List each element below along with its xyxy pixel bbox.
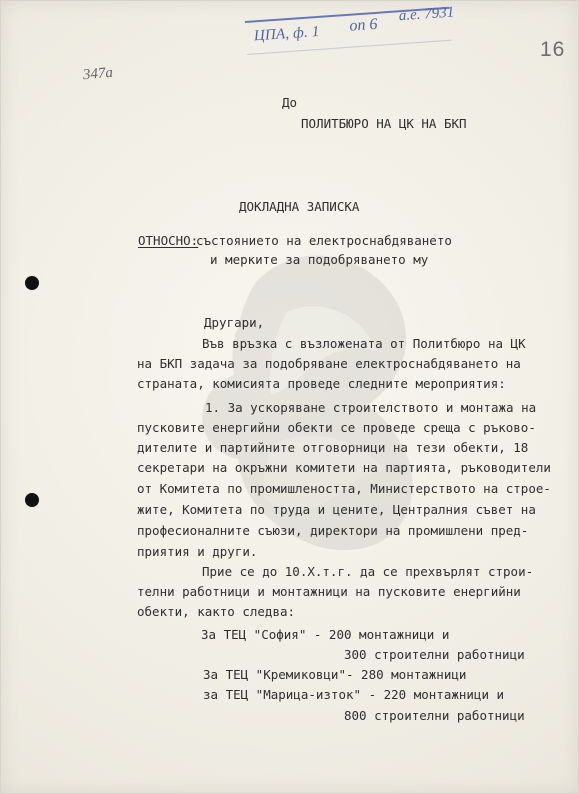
allocation-line-1: За ТЕЦ "София" - 200 монтажници и xyxy=(201,627,450,642)
archive-stamp-unit-number: 7931 xyxy=(423,4,455,23)
archive-stamp-record xyxy=(349,16,378,36)
archive-stamp-fund-number: 1 xyxy=(311,23,321,41)
binder-hole-top xyxy=(25,276,39,290)
addressee-name: ПОЛИТБЮРО НА ЦК НА БКП xyxy=(301,116,467,131)
archive-stamp-fund-label: ЦПА, ф. xyxy=(253,24,309,45)
subject-label: ОТНОСНО: xyxy=(138,233,199,248)
body-line-11: приятия и други. xyxy=(137,544,258,559)
archive-stamp-record-label: оп xyxy=(348,16,366,35)
body-line-6: дителите и партийните отговорници на тези обекти, 18 xyxy=(137,440,529,455)
page-number: 16 xyxy=(540,38,566,61)
body-line-5: пусковите енергийни обекти се проведе среща с ръково- xyxy=(137,420,536,435)
body-line-4: 1. За ускоряване строителството и монтажа на xyxy=(205,400,537,415)
subject-line-2: и мерките за подобряването му xyxy=(210,252,429,267)
body-line-8: от Комитета по промишлеността, Министерството на строе- xyxy=(137,481,551,496)
binder-hole-bottom xyxy=(25,493,39,507)
addressee-prefix: До xyxy=(282,95,298,110)
archive-stamp xyxy=(245,4,455,55)
body-line-9: жите, Комитета по труда и цените, Централния съвет на xyxy=(137,502,536,517)
body-line-13: телни работници и монтажници на пусковите енергийни xyxy=(137,584,521,599)
allocation-line-4: за ТЕЦ "Марица-изток" - 220 монтажници и xyxy=(203,687,505,702)
archive-stamp-unit-label: а.е. xyxy=(398,6,422,25)
document-title: ДОКЛАДНА ЗАПИСКА xyxy=(239,199,360,214)
body-line-12: Прие се до 10.Х.т.г. да се прехвърлят строи- xyxy=(202,564,534,579)
body-line-14: обекти, както следва: xyxy=(137,604,296,619)
allocation-line-3: За ТЕЦ "Кремиковци"- 280 монтажници xyxy=(203,667,467,682)
body-line-7: секретари на окръжни комитети на партията, ръководители xyxy=(137,460,551,475)
body-line-3: страната, комисията проведе следните мероприятия: xyxy=(137,376,506,391)
archive-code: 347а xyxy=(82,64,114,84)
archive-stamp-record-number: 6 xyxy=(368,15,378,34)
body-line-2: на БКП задача за подобряване електроснабдяването на xyxy=(137,356,521,371)
subject-line-1: състоянието на електроснабдяването xyxy=(196,233,452,248)
body-line-1: Във връзка с възложената от Политбюро на ЦК xyxy=(202,336,526,351)
allocation-line-2: 300 строителни работници xyxy=(344,647,525,662)
body-line-10: професионалните съюзи, директори на промишлени пред- xyxy=(137,523,529,538)
greeting: Другари, xyxy=(204,315,265,330)
allocation-line-5: 800 строителни работници xyxy=(344,708,525,723)
